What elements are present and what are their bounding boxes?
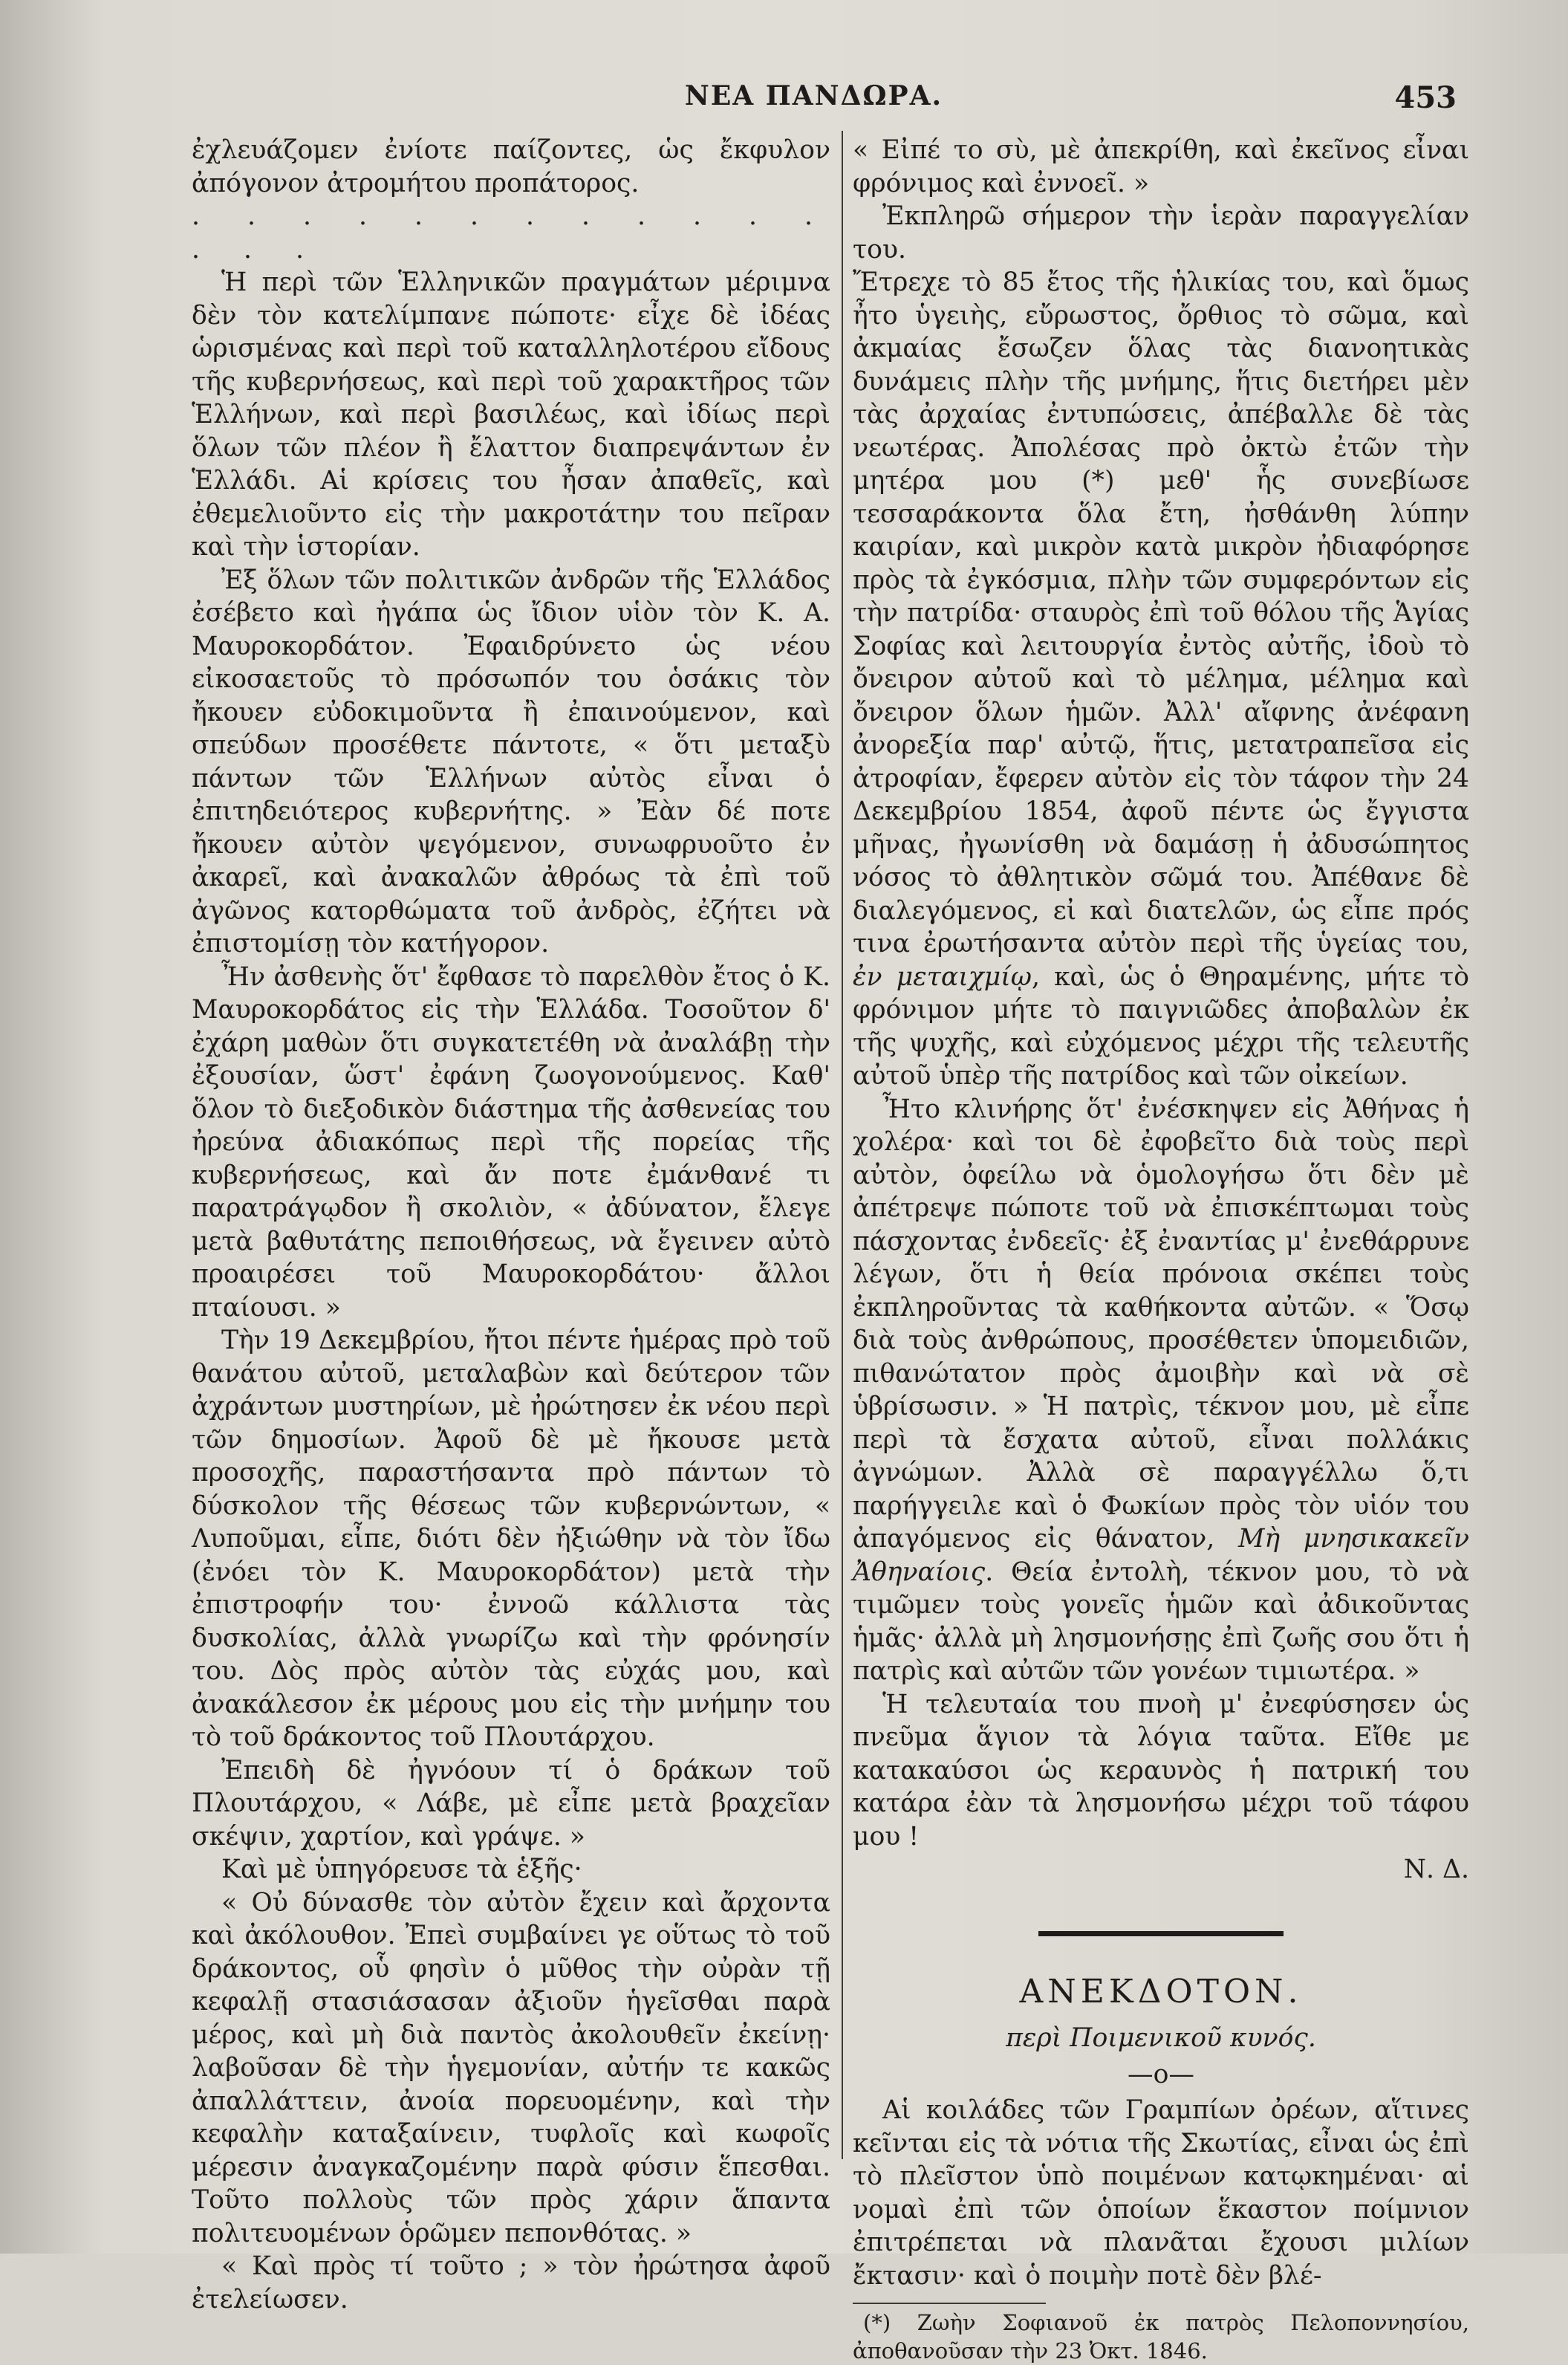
paragraph: « Καὶ πρὸς τί τοῦτο ; » τὸν ἠρώτησα ἀφοῦ ἐτελείωσεν. xyxy=(192,2251,830,2314)
section-title: ΑΝΕΚΔΟΤΟΝ. xyxy=(1019,1972,1303,2011)
paragraph-text: Ἔτρεχε τὸ 85 ἔτος τῆς ἡλικίας του, καὶ ὅμως ἦτο ὑγειὴς, εὔρωστος, ὄρθιος τὸ σῶμα, καὶ ἀκμαίας ἔσωζεν ὅλας τὰς διανοητικὰς δυνάμεις πλὴν τῆς μνήμης, ἥτις διετήρει μὲν τὰς ἀρχαίας ἐντυπώσεις, ἀπέβαλλε δὲ τὰς νεωτέρας. Ἀπολέσας πρὸ ὀκτὼ ἐτῶν τὴν μητέρα μου (*) μεθ' ἧς συνεβίωσε τεσσαράκοντα ὅλα ἔτη, ἠσθάνθη λύπην καιρίαν, καὶ μικρὸν κατὰ μικρὸν ἠδιαφόρησε πρὸς τὰ ἐγκόσμια, πλὴν τῶν συμφερόντων εἰς τὴν πατρίδα· σταυρὸς ἐπὶ τοῦ θόλου τῆς Ἁγίας Σοφίας καὶ λειτουργία ἐντὸς αὐτῆς, ἰδοὺ τὸ ὄνειρον αὐτοῦ καὶ τὸ μέλημα, μέλημα καὶ ὄνειρον ὅλων ἡμῶν. Ἀλλ' αἴφνης ἀνέφανη ἀνορεξία παρ' αὐτῷ, ἥτις, μετατραπεῖσα εἰς ἀτροφίαν, ἔφερεν αὐτὸν εἰς τὸν τάφον τὴν 24 Δεκεμβρίου 1854, ἀφοῦ πέντε ὡς ἔγγιστα μῆνας, ἠγωνίσθη νὰ δαμάσῃ ἡ ἀδυσώπητος νόσος τὸ ἀθλητικὸν σῶμά του. Ἀπέθανε δὲ διαλεγόμενος, εἰ καὶ διατελῶν, ὡς εἶπε πρός τινα ἐρωτήσαντα αὐτὸν περὶ τῆς ὑγείας του, xyxy=(853,267,1469,958)
paragraph-text: Ἦτο κλινήρης ὅτ' ἐνέσκηψεν εἰς Ἀθήνας ἡ χολέρα· καὶ τοι δὲ ἐφοβεῖτο διὰ τοὺς περὶ αὐτὸν, ὀφείλω νὰ ὁμολογήσω ὅτι δὲν μὲ ἀπέτρεψε πώποτε τοῦ νὰ ἐπισκέπτωμαι τοὺς πάσχοντας ἐνδεεῖς· ἐξ ἐναντίας μ' ἐνεθάρρυνε λέγων, ὅτι ἡ θεία πρόνοια σκέπει τοὺς ἐκπληροῦντας τὰ καθήκοντα αὐτῶν. « Ὅσῳ διὰ τοὺς ἀνθρώπους, προσέθετεν ὑπομειδιῶν, πιθανώτατον πρὸς ἀμοιβὴν καὶ νὰ σὲ ὑβρίσωσιν. » Ἡ πατρὶς, τέκνον μου, μὲ εἶπε περὶ τὰ ἔσχατα αὐτοῦ, εἶναι πολλάκις ἀγνώμων. Ἀλλὰ σὲ παραγγέλλω ὅ,τι παρήγγειλε καὶ ὁ Φωκίων πρὸς τὸν υἱόν του ἀπαγόμενος εἰς θάνατον, xyxy=(853,1094,1469,1554)
paragraph: « Οὐ δύνασθε τὸν αὐτὸν ἔχειν καὶ ἄρχοντα καὶ ἀκόλουθον. Ἐπεὶ συμβαίνει γε οὕτως τὸ τοῦ δράκοντος, οὗ φησὶν ὁ μῦθος τὴν οὐρὰν τῇ κεφαλῇ στασιάσασαν ἀξιοῦν ἡγεῖσθαι παρὰ μέρος, καὶ μὴ διὰ παντὸς ἀκολουθεῖν ἐκείνῃ· λαβοῦσαν δὲ τὴν ἡγεμονίαν, αὐτήν τε κακῶς ἀπαλλάττειν, ἀνοία πορευομένην, καὶ τὴν κεφαλὴν καταξαίνειν, τυφλοῖς καὶ κωφοῖς μέρεσιν ἀναγκαζομένην παρὰ φύσιν ἕπεσθαι. Τοῦτο πολλοὺς τῶν πρὸς χάριν ἅπαντα πολιτευομένων ὁρῶμεν πεπονθότας. » xyxy=(192,1887,830,2248)
italic-phrase: ἐν μεταιχμίῳ xyxy=(853,961,1032,992)
ellipsis-dots: . . . . . . . . . . . . . . . xyxy=(192,201,830,265)
paragraph: Ἡ περὶ τῶν Ἑλληνικῶν πραγμάτων μέριμνα δὲν τὸν κατελίμπανε πώποτε· εἶχε δὲ ἰδέας ὡρισμένας καὶ περὶ τοῦ καταλληλοτέρου εἴδους τῆς κυβερνήσεως, καὶ περὶ τοῦ χαρακτῆρος τῶν Ἑλλήνων, καὶ περὶ βασιλέως, καὶ ἰδίως περὶ ὅλων τῶν πλέον ἢ ἔλαττον διαπρεψάντων ἐν Ἑλλάδι. Αἱ κρίσεις του ἦσαν ἀπαθεῖς, καὶ ἐθεμελιοῦντο εἰς τὴν μακροτάτην του πεῖραν καὶ τὴν ἱστορίαν. xyxy=(192,267,830,562)
rule-line xyxy=(1038,1931,1284,1936)
paragraph: Ἐξ ὅλων τῶν πολιτικῶν ἀνδρῶν τῆς Ἑλλάδος ἐσέβετο καὶ ἠγάπα ὡς ἴδιον υἱὸν τὸν Κ. Α. Μαυροκορδάτον. Ἐφαιδρύνετο ὡς νέου εἰκοσαετοῦς τὸ πρόσωπόν του ὁσάκις τὸν ἤκουεν εὐδοκιμοῦντα ἢ ἐπαινούμενον, καὶ σπεύδων προσέθετε πάντοτε, « ὅτι μεταξὺ πάντων τῶν Ἑλλήνων αὐτὸς εἶναι ὁ ἐπιτηδειότερος κυβερνήτης. » Ἐὰν δέ ποτε ἤκουεν αὐτὸν ψεγόμενον, συνωφρυοῦτο ἐν ἀκαρεῖ, καὶ ἀνακαλῶν ἀθρόως τὰ ἐπὶ τοῦ ἀγῶνος κατορθώματα τοῦ ἀνδρὸς, ἐζήτει νὰ ἐπιστομίσῃ τὸν κατήγορον. xyxy=(192,565,830,958)
paragraph: Ἐπειδὴ δὲ ἠγνόουν τί ὁ δράκων τοῦ Πλουτάρχου, « Λάβε, μὲ εἶπε μετὰ βραχεῖαν σκέψιν, χαρτίον, καὶ γράψε. » xyxy=(192,1755,830,1852)
paragraph: Ἡ τελευταία του πνοὴ μ' ἐνεφύσησεν ὡς πνεῦμα ἅγιον τὰ λόγια ταῦτα. Εἴθε με κατακαύσοι ὡς κεραυνὸς ἡ πατρική του κατάρα ἐὰν τὰ λησμονήσω μέχρι τοῦ τάφου μου ! xyxy=(853,1689,1469,1852)
paragraph xyxy=(853,266,1469,1093)
paragraph: Αἱ κοιλάδες τῶν Γραμπίων ὀρέων, αἵτινες κεῖνται εἰς τὰ νότια τῆς Σκωτίας, εἶναι ὡς ἐπὶ τὸ πλεῖστον ὑπὸ ποιμένων κατῳκημέναι· αἱ νομαὶ ἐπὶ τῶν ὁποίων ἕκαστον ποίμνιον ἐπιτρέπεται νὰ πλανᾶται ἔχουσι μιλίων ἔκτασιν· καὶ ὁ ποιμὴν ποτὲ δὲν βλέ- xyxy=(853,2095,1469,2291)
paragraph: « Εἰπέ το σὺ, μὲ ἀπεκρίθη, καὶ ἐκεῖνος εἶναι φρόνιμος καὶ ἐννοεῖ. » xyxy=(853,135,1469,198)
right-column xyxy=(853,134,1469,2365)
paragraph xyxy=(853,1093,1469,1688)
column-divider xyxy=(842,131,843,2159)
footnote-rule xyxy=(853,2303,1046,2304)
running-title: ΝΕΑ ΠΑΝΔΩΡΑ. xyxy=(684,80,943,111)
paragraph: Καὶ μὲ ὑπηγόρευσε τὰ ἑξῆς· xyxy=(221,1855,582,1884)
section-rule xyxy=(853,1887,1469,1953)
paragraph: Ἦν ἀσθενὴς ὅτ' ἔφθασε τὸ παρελθὸν ἔτος ὁ Κ. Μαυροκορδάτος εἰς τὴν Ἑλλάδα. Τοσοῦτον δ' ἐχάρη μαθὼν ὅτι συγκατετέθη νὰ ἀναλάβῃ τὴν ἐξουσίαν, ὥστ' ἐφάνη ζωογονούμενος. Καθ' ὅλον τὸ διεξοδικὸν διάστημα τῆς ἀσθενείας του ἠρεύνα ἀδιακόπως περὶ τῆς πορείας τῆς κυβερνήσεως, καὶ ἄν ποτε ἐμάνθανέ τι παρατράγῳδον ἢ σκολιὸν, « ἀδύνατον, ἔλεγε μετὰ βαθυτάτης πεποιθήσεως, νὰ ἔγεινεν αὐτὸ προαιρέσει τοῦ Μαυροκορδάτου· ἄλλοι πταίουσι. » xyxy=(192,961,830,1323)
paragraph: Τὴν 19 Δεκεμβρίου, ἤτοι πέντε ἡμέρας πρὸ τοῦ θανάτου αὐτοῦ, μεταλαβὼν καὶ δεύτερον τῶν ἀχράντων μυστηρίων, μὲ ἠρώτησεν ἐκ νέου περὶ τῶν δημοσίων. Ἀφοῦ δὲ μὲ ἤκουσε μετὰ προσοχῆς, παραστήσαντα πρὸ πάντων τὸ δύσκολον τῆς θέσεως τῶν κυβερνώντων, « Λυποῦμαι, εἶπε, διότι δὲν ἠξιώθην νὰ τὸν ἴδω (ἐνόει τὸν Κ. Μαυροκορδάτον) μετὰ τὴν ἐπιστροφήν του· ἐννοῶ κάλλιστα τὰς δυσκολίας, ἀλλὰ γνωρίζω καὶ τὴν φρόνησίν του. Δὸς πρὸς αὐτὸν τὰς εὐχάς μου, καὶ ἀνακάλεσον ἐκ μέρους μου εἰς τὴν μνήμην του τὸ τοῦ δράκοντος τοῦ Πλουτάρχου. xyxy=(192,1326,830,1752)
footnote: (*) Ζωὴν Σοφιανοῦ ἐκ πατρὸς Πελοποννησίου, ἀποθανοῦσαν τὴν 23 Ὀκτ. 1846. xyxy=(853,2310,1469,2364)
page-number: 453 xyxy=(1394,80,1457,115)
signature: Ν. Δ. xyxy=(1403,1855,1469,1884)
section-subtitle: περὶ Ποιμενικοῦ κυνός. xyxy=(1006,2023,1316,2053)
paragraph: ἐχλευάζομεν ἐνίοτε παίζοντες, ὡς ἔκφυλον ἀπόγονον ἀτρομήτου προπάτορος. xyxy=(192,135,830,198)
italic-phrase: Μὴ μνησικακεῖν Ἀθηναίοις xyxy=(853,1524,1470,1587)
left-column xyxy=(192,134,830,2316)
paragraph: Ἐκπληρῶ σήμερον τὴν ἱερὰν παραγγελίαν του. xyxy=(853,201,1469,265)
paragraph-text: . Θεία ἐντολὴ, τέκνον μου, τὸ νὰ τιμῶμεν τοὺς γονεῖς ἡμῶν καὶ ἀδικοῦντας ἡμᾶς· ἀλλὰ μὴ λησμονήσῃς ἐπὶ ζωῆς σου ὅτι ἡ πατρὶς καὶ αὐτῶν τῶν γονέων τιμιωτέρα. » xyxy=(853,1557,1469,1686)
paragraph-text: , καὶ, ὡς ὁ Θηραμένης, μήτε τὸ φρόνιμον μήτε τὸ παιγνιῶδες ἀποβαλὼν ἐκ τῆς ψυχῆς, καὶ εὐχόμενος μέχρι τῆς τελευτῆς αὐτοῦ ὑπὲρ τῆς πατρίδος καὶ τῶν οἰκείων. xyxy=(853,961,1470,1091)
ornament: —o— xyxy=(1128,2059,1194,2089)
page-header xyxy=(171,80,1457,125)
